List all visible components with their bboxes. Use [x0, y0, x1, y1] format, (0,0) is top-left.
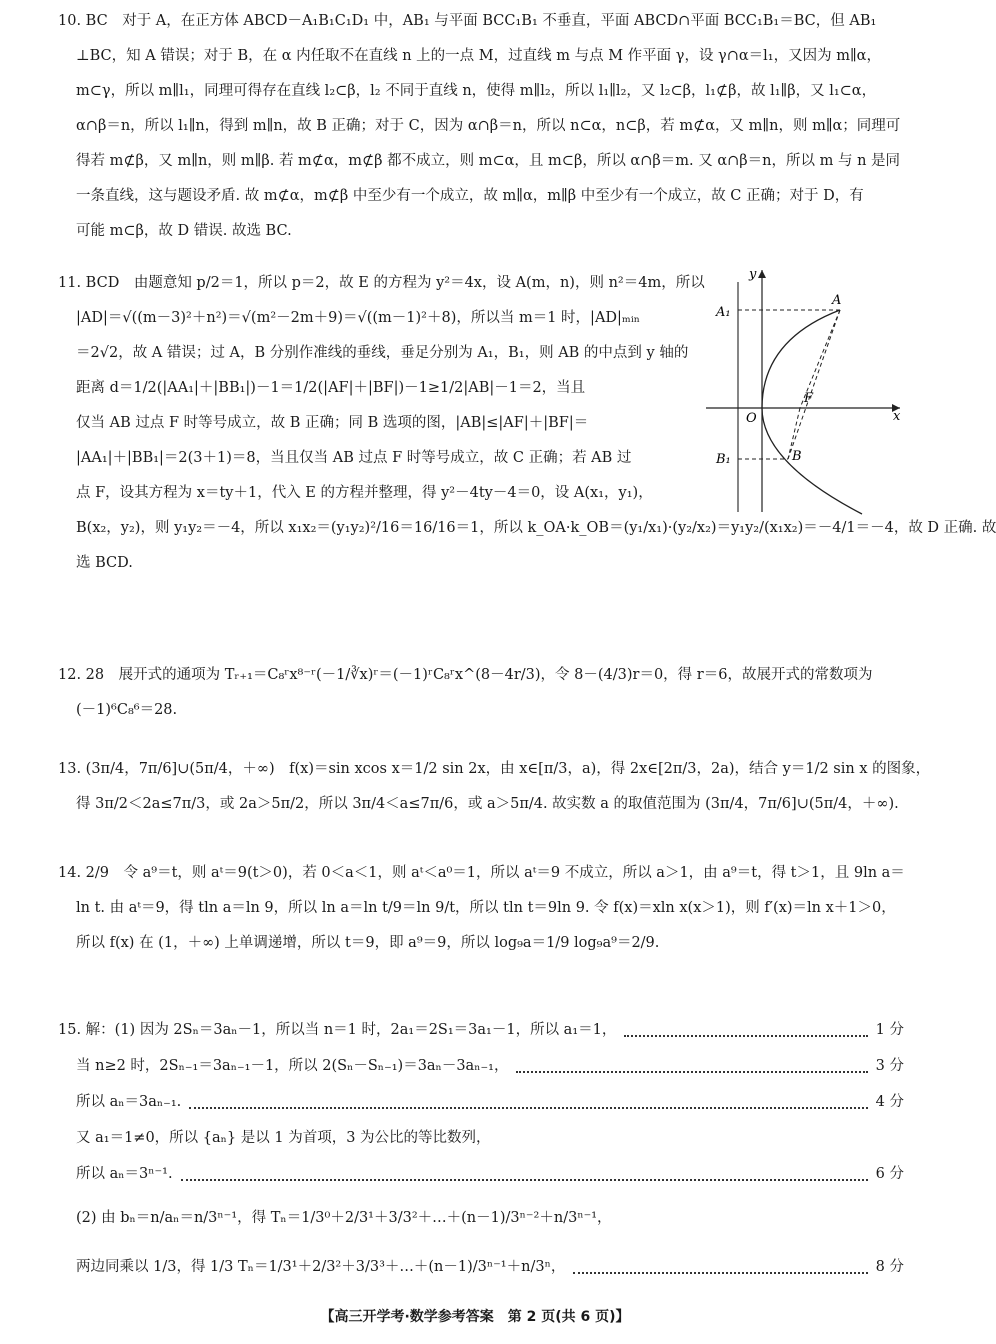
- q15-row: [58, 1012, 904, 1048]
- dot-leader: [624, 1023, 867, 1037]
- q15-row-text: 当 n≥2 时，2Sₙ₋₁＝3aₙ₋₁－1，所以 2(Sₙ－Sₙ₋₁)＝3aₙ－3aₙ₋₁，: [76, 1058, 509, 1074]
- q10-line: 可能 m⊂β，故 D 错误. 故选 BC.: [76, 223, 292, 239]
- origin-label: O: [746, 411, 757, 426]
- dot-leader: [189, 1095, 867, 1109]
- q11-line: ＝2√2，故 A 错误；过 A，B 分别作准线的垂线，垂足分别为 A₁，B₁，则 AB 的中点到 y 轴的: [76, 345, 689, 361]
- q15-row: [58, 1084, 904, 1120]
- q11-line: 仅当 AB 过点 F 时等号成立，故 B 正确；同 B 选项的图，|AB|≤|AF|＋|BF|＝: [76, 415, 589, 431]
- y-axis-arrow: [758, 270, 766, 278]
- q11-line: 点 F，设其方程为 x＝ty＋1，代入 E 的方程并整理，得 y²－4ty－4＝0，设 A(x₁，y₁)，: [76, 485, 653, 501]
- point-b-label: B: [792, 449, 802, 464]
- q15-row-text: 15. 解：(1) 因为 2Sₙ＝3aₙ－1，所以当 n＝1 时，2a₁＝2S₁＝3a₁－1，所以 a₁＝1，: [58, 1022, 617, 1038]
- dot-leader: [181, 1167, 868, 1181]
- parabola-figure: [700, 262, 910, 514]
- q15-row: [58, 1244, 904, 1290]
- q11-line: 选 BCD.: [76, 555, 133, 571]
- point-a1-label: A₁: [716, 305, 731, 320]
- q15-row-text: 所以 aₙ＝3ⁿ⁻¹.: [76, 1166, 173, 1182]
- dot-leader: [573, 1260, 867, 1274]
- question-10: [58, 4, 904, 249]
- q14-line: 14. 2/9 令 a⁹＝t，则 aᵗ＝9(t＞0)，若 0＜a＜1，则 aᵗ＜a⁰＝1，所以 aᵗ＝9 不成立，所以 a＞1，由 a⁹＝t，得 t＞1，且 9ln a＝: [58, 865, 905, 881]
- q11-line: B(x₂，y₂)，则 y₁y₂＝－4，所以 x₁x₂＝(y₁y₂)²/16＝16/16＝1，所以 k_OA·k_OB＝(y₁/x₁)·(y₂/x₂)＝y₁y₂/(x₁x₂)＝－4/1＝－4，故 D 正确. 故: [76, 520, 996, 536]
- q10-line: 得若 m⊄β，又 m∥n，则 m∥β. 若 m⊄α，m⊄β 都不成立，则 m⊂α，且 m⊂β，所以 α∩β＝m. 又 α∩β＝n，所以 m 与 n 是同: [76, 153, 901, 169]
- page-footer: 【高三开学考·数学参考答案 第 2 页(共 6 页)】: [320, 1309, 630, 1325]
- question-12: [58, 658, 904, 728]
- q15-row-text: (2) 由 bₙ＝n/aₙ＝n/3ⁿ⁻¹，得 Tₙ＝1/3⁰＋2/3¹＋3/3²＋…＋(n－1)/3ⁿ⁻²＋n/3ⁿ⁻¹，: [76, 1210, 612, 1226]
- q10-line: α∩β＝n，所以 l₁∥n，得到 m∥n，故 B 正确；对于 C，因为 α∩β＝n，所以 n⊂α，n⊂β，若 m⊄α，又 m∥n，则 m∥α；同理可: [76, 118, 901, 134]
- q13-line: 13. (3π/4，7π/6]∪(5π/4，＋∞) f(x)＝sin xcos x＝1/2 sin 2x，由 x∈[π/3，a)，得 2x∈[2π/3，2a)，结合 y＝1/2 sin x 的图象，: [58, 761, 931, 777]
- q15-row: [58, 1120, 904, 1156]
- q15-row: [58, 1192, 904, 1244]
- q11-line: |AA₁|＋|BB₁|＝2(3＋1)＝8，当且仅当 AB 过点 F 时等号成立，故 C 正确；若 AB 过: [76, 450, 632, 466]
- score-label: 6 分: [875, 1166, 904, 1182]
- question-13: [58, 752, 931, 822]
- dot-leader: [516, 1059, 867, 1073]
- ab-dashed-line: [788, 310, 840, 459]
- q13-line: 得 3π/2＜2a≤7π/3，或 2a＞5π/2，所以 3π/4＜a≤7π/6，或 a＞5π/4. 故实数 a 的取值范围为 (3π/4，7π/6]∪(5π/4，＋∞).: [76, 796, 899, 812]
- score-label: 8 分: [875, 1259, 904, 1275]
- q11-line: |AD|＝√((m－3)²＋n²)＝√(m²－2m＋9)＝√((m－1)²＋8)，所以当 m＝1 时，|AD|ₘᵢₙ: [76, 310, 641, 326]
- score-label: 3 分: [875, 1058, 904, 1074]
- q10-line: 10. BC 对于 A，在正方体 ABCD－A₁B₁C₁D₁ 中，AB₁ 与平面 BCC₁B₁ 不垂直，平面 ABCD∩平面 BCC₁B₁＝BC，但 AB₁: [58, 13, 877, 29]
- question-14: [58, 856, 904, 961]
- score-label: 4 分: [875, 1094, 904, 1110]
- question-15: [58, 1012, 904, 1290]
- q15-row: [58, 1048, 904, 1084]
- q14-line: ln t. 由 aᵗ＝9，得 tln a＝ln 9，所以 ln a＝ln t/9＝ln 9/t，所以 tln t＝9ln 9. 令 f(x)＝xln x(x＞1)，则 f′(x)＝ln x＋1＞0，: [76, 900, 896, 916]
- q15-row-text: 所以 aₙ＝3aₙ₋₁.: [76, 1094, 182, 1110]
- q15-row-text: 又 a₁＝1≠0，所以 {aₙ} 是以 1 为首项，3 为公比的等比数列，: [76, 1130, 491, 1146]
- score-label: 1 分: [875, 1022, 904, 1038]
- x-axis-label: x: [893, 409, 901, 424]
- q14-line: 所以 f(x) 在 (1，＋∞) 上单调递增，所以 t＝9，即 a⁹＝9，所以 log₉a＝1/9 log₉a⁹＝2/9.: [76, 935, 660, 951]
- q10-line: m⊂γ，所以 m∥l₁，同理可得存在直线 l₂⊂β，l₂ 不同于直线 n，使得 m∥l₂，所以 l₁∥l₂，又 l₂⊂β，l₁⊄β，故 l₁∥β，又 l₁⊂α，: [76, 83, 877, 99]
- q15-row: [58, 1156, 904, 1192]
- parabola-curve: [762, 310, 862, 514]
- point-b1-label: B₁: [716, 452, 731, 467]
- q12-line: 12. 28 展开式的通项为 Tᵣ₊₁＝C₈ʳx⁸⁻ʳ(－1/∛x)ʳ＝(－1)ʳC₈ʳx^(8－4r/3)，令 8－(4/3)r＝0，得 r＝6，故展开式的常数项为: [58, 667, 873, 683]
- q10-line: ⊥BC，知 A 错误；对于 B，在 α 内任取不在直线 n 上的一点 M，过直线 m 与点 M 作平面 γ，设 γ∩α＝l₁，又因为 m∥α，: [76, 48, 881, 64]
- point-f-label: F: [804, 391, 814, 406]
- q11-line: 11. BCD 由题意知 p/2＝1，所以 p＝2，故 E 的方程为 y²＝4x，设 A(m，n)，则 n²＝4m，所以: [58, 275, 705, 291]
- q10-line: 一条直线，这与题设矛盾. 故 m⊄α，m⊄β 中至少有一个成立，故 m∥α，m∥β 中至少有一个成立，故 C 正确；对于 D，有: [76, 188, 864, 204]
- y-axis-label: y: [749, 267, 757, 282]
- q15-row-text: 两边同乘以 1/3，得 1/3 Tₙ＝1/3¹＋2/3²＋3/3³＋…＋(n－1)/3ⁿ⁻¹＋n/3ⁿ，: [76, 1259, 566, 1275]
- q12-line: (－1)⁶C₈⁶＝28.: [76, 702, 178, 718]
- q11-line: 距离 d＝1/2(|AA₁|＋|BB₁|)－1＝1/2(|AF|＋|BF|)－1≥1/2|AB|－1＝2，当且: [76, 380, 586, 396]
- point-a-label: A: [832, 293, 842, 308]
